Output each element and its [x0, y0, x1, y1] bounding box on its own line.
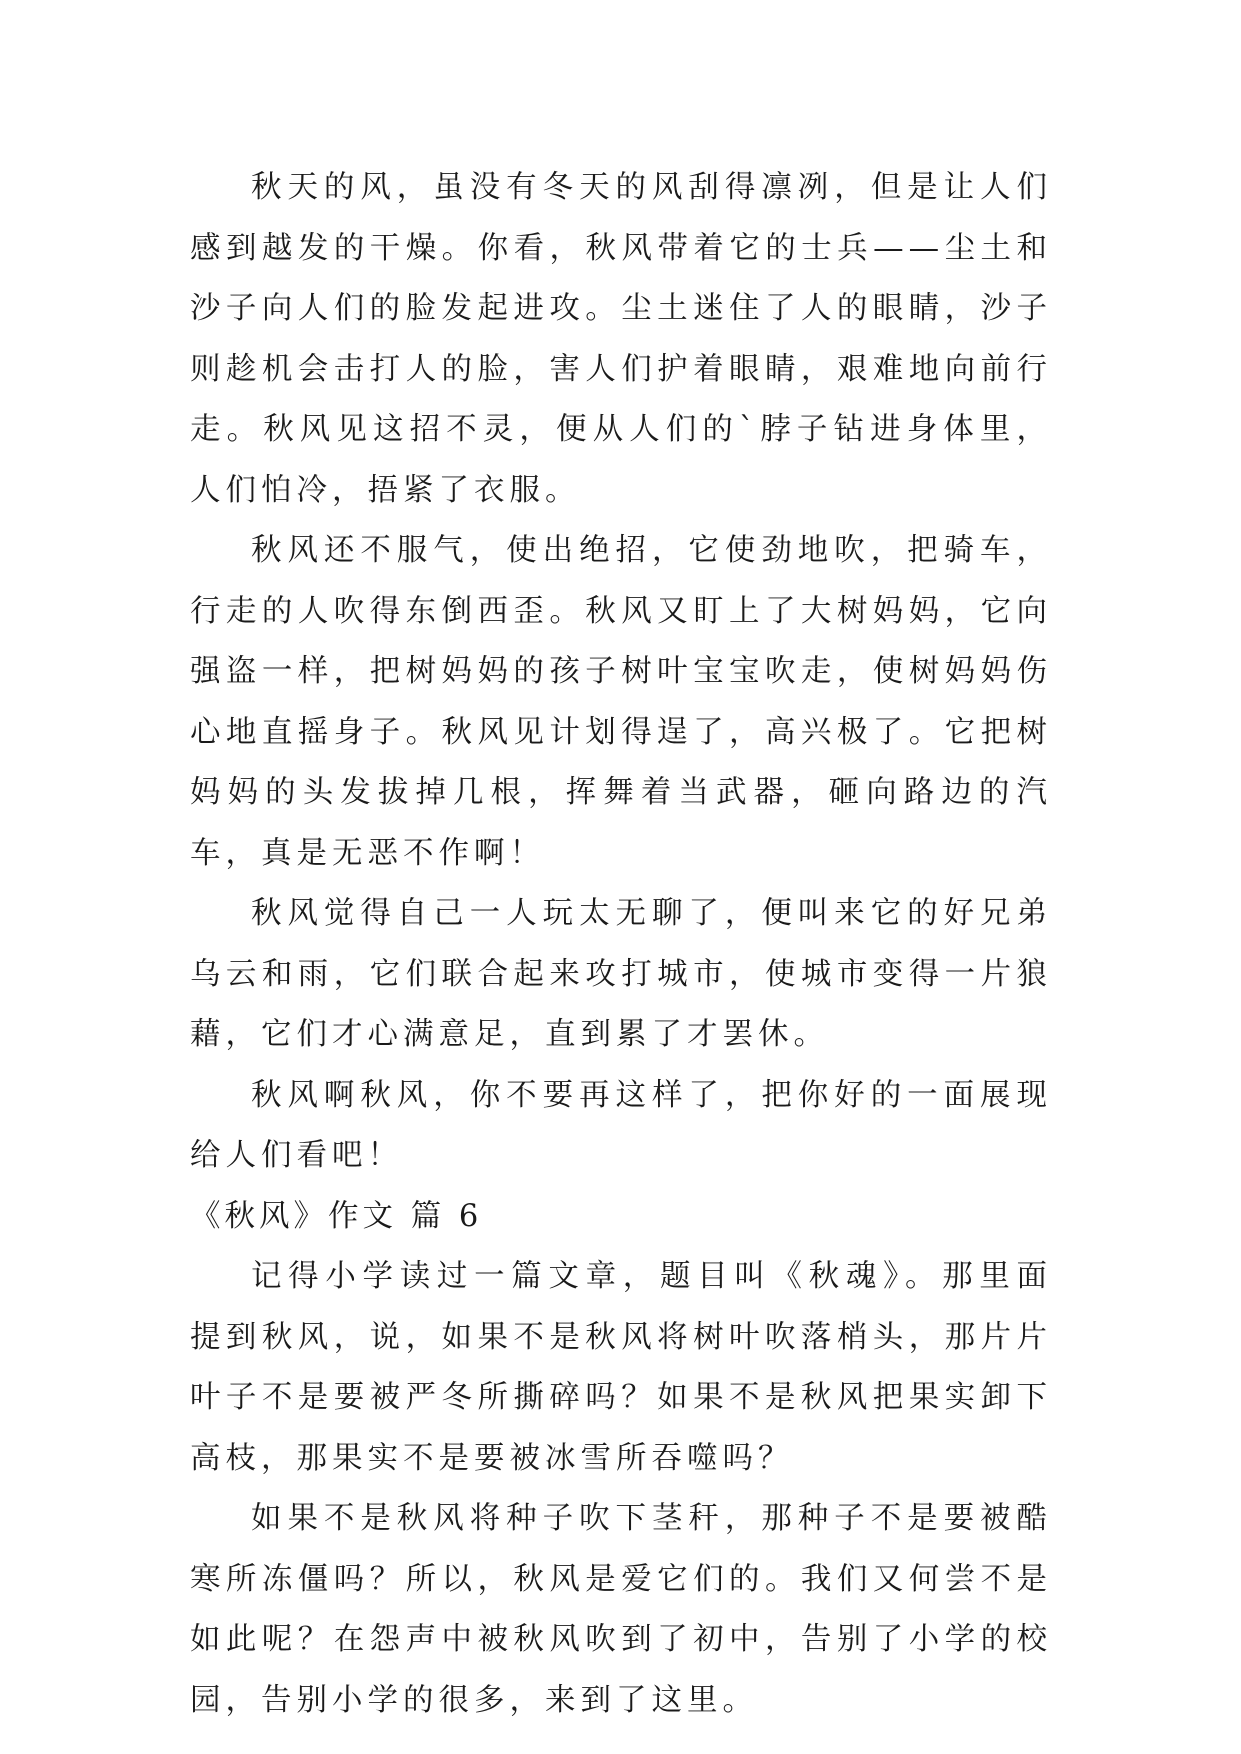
- document-body: [190, 158, 1052, 1731]
- paragraph-4: 秋风啊秋风，你不要再这样了，把你好的一面展现给人们看吧！: [190, 1077, 1052, 1173]
- paragraph-2: 秋风还不服气，使出绝招，它使劲地吹，把骑车，行走的人吹得东倒西歪。秋风又盯上了大树妈妈，它向强盗一样，把树妈妈的孩子树叶宝宝吹走，使树妈妈伤心地直摇身子。秋风见计划得逞了，高兴极了。它把树妈妈的头发拔掉几根，挥舞着当武器，砸向路边的汽车，真是无恶不作啊！: [190, 533, 1052, 871]
- paragraph-5: 记得小学读过一篇文章，题目叫《秋魂》。那里面提到秋风，说，如果不是秋风将树叶吹落梢头，那片片叶子不是要被严冬所撕碎吗？如果不是秋风把果实卸下高枝，那果实不是要被冰雪所吞噬吗？: [190, 1259, 1052, 1476]
- paragraph-1: 秋天的风，虽没有冬天的风刮得凛冽，但是让人们感到越发的干燥。你看，秋风带着它的士兵——尘土和沙子向人们的脸发起进攻。尘土迷住了人的眼睛，沙子则趁机会击打人的脸，害人们护着眼睛，艰难地向前行走。秋风见这招不灵，便从人们的`脖子钻进身体里，人们怕冷，捂紧了衣服。: [190, 170, 1052, 508]
- paragraph-6: 如果不是秋风将种子吹下茎秆，那种子不是要被酷寒所冻僵吗？所以，秋风是爱它们的。我们又何尝不是如此呢？在怨声中被秋风吹到了初中，告别了小学的校园，告别小学的很多，来到了这里。: [190, 1501, 1052, 1718]
- paragraph-3: 秋风觉得自己一人玩太无聊了，便叫来它的好兄弟乌云和雨，它们联合起来攻打城市，使城市变得一片狼藉，它们才心满意足，直到累了才罢休。: [190, 896, 1052, 1052]
- section-heading: 《秋风》作文 篇 6: [190, 1198, 483, 1234]
